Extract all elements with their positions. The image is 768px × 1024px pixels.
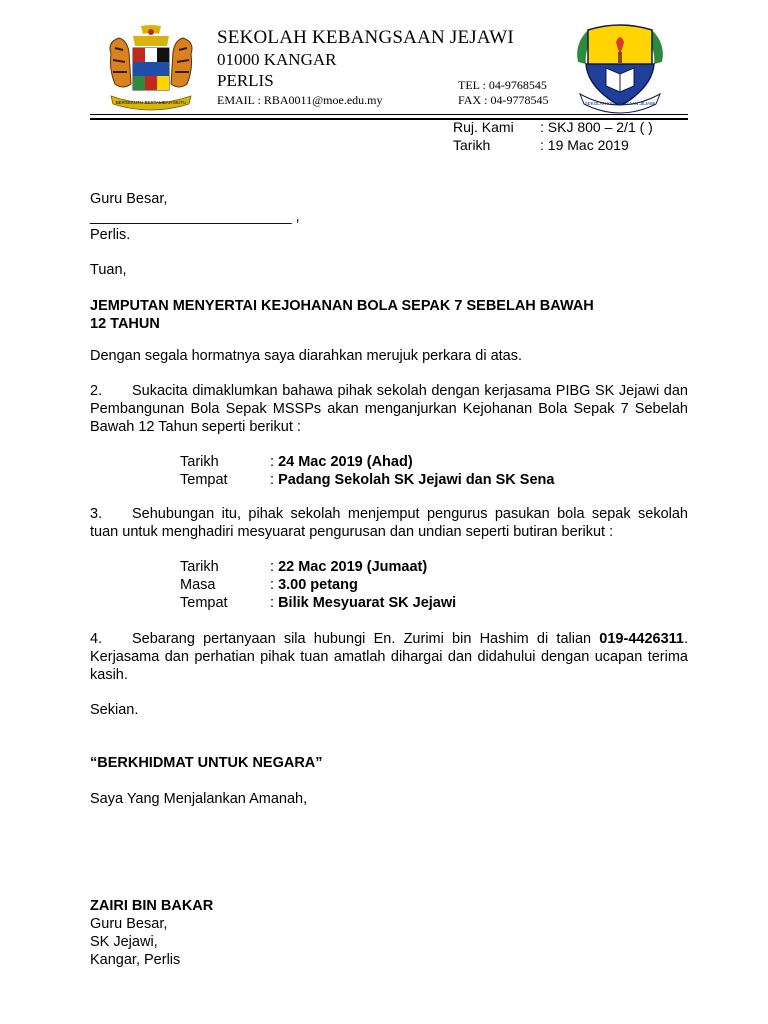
- address-line-2: PERLIS: [217, 71, 274, 90]
- address-line-1: 01000 KANGAR: [217, 50, 337, 69]
- event-date-label: Tarikh: [180, 454, 219, 470]
- paragraph-2-text: Sukacita dimaklumkan bahawa pihak sekolah dengan kerjasama PIBG SK Jejawi dan Pembangunan Bola Sepak MSSPs akan menganjurkan Kejohanan Bola Sepak 7 Sebelah Bawah 12 Tahun seperti berikut :: [90, 383, 688, 435]
- paragraph-3-number: 3.: [90, 506, 103, 522]
- salutation: Tuan,: [90, 262, 127, 278]
- reference-value: : SKJ 800 – 2/1 ( ): [540, 119, 653, 135]
- meeting-venue: : Bilik Mesyuarat SK Jejawi: [270, 595, 457, 611]
- paragraph-4-text-b: . Kerjasama dan perhatian pihak tuan amatlah dihargai dan didahului dengan ucapan terima kasih.: [90, 631, 688, 683]
- signatory-school: SK Jejawi,: [90, 934, 158, 950]
- signatory-position: Guru Besar,: [90, 916, 168, 932]
- letter-date-value: : 19 Mac 2019: [540, 137, 629, 153]
- school-telephone: TEL : 04-9768545: [458, 78, 547, 92]
- reference-label: Ruj. Kami: [453, 119, 514, 135]
- paragraph-3: [90, 505, 688, 541]
- meeting-time: : 3.00 petang: [270, 577, 358, 593]
- closing-motto: “BERKHIDMAT UNTUK NEGARA”: [90, 755, 323, 771]
- paragraph-2: [90, 382, 688, 436]
- signatory-location: Kangar, Perlis: [90, 952, 181, 968]
- event-venue-label: Tempat: [180, 472, 228, 488]
- svg-text:BERSEKUTU BERTAMBAH MUTU: BERSEKUTU BERTAMBAH MUTU: [115, 100, 187, 105]
- contact-phone: 019-4426311: [599, 631, 684, 647]
- intro-paragraph: Dengan segala hormatnya saya diarahkan merujuk perkara di atas.: [90, 348, 523, 364]
- recipient-state: Perlis.: [90, 227, 131, 243]
- svg-text:SEKOLAH KEBANGSAAN JEJAWI: SEKOLAH KEBANGSAAN JEJAWI: [584, 101, 656, 106]
- school-name: SEKOLAH KEBANGSAAN JEJAWI: [217, 27, 514, 48]
- school-email: EMAIL : RBA0011@moe.edu.my: [217, 93, 383, 107]
- paragraph-4: [90, 630, 688, 684]
- school-emblem: [572, 24, 668, 114]
- paragraph-2-number: 2.: [90, 383, 103, 399]
- paragraph-4-text-a: Sebarang pertanyaan sila hubungi En. Zurimi bin Hashim di talian: [132, 631, 592, 647]
- letter-date-label: Tarikh: [453, 137, 491, 153]
- recipient-title: Guru Besar,: [90, 191, 168, 207]
- event-venue: : Padang Sekolah SK Jejawi dan SK Sena: [270, 472, 555, 488]
- perlis-coat-of-arms: [103, 24, 199, 112]
- event-date: : 24 Mac 2019 (Ahad): [270, 454, 413, 470]
- paragraph-4-number: 4.: [90, 631, 103, 647]
- meeting-venue-label: Tempat: [180, 595, 228, 611]
- subject-line-1: JEMPUTAN MENYERTAI KEJOHANAN BOLA SEPAK 7 SEBELAH BAWAH: [90, 298, 594, 314]
- closing-amanah: Saya Yang Menjalankan Amanah,: [90, 791, 308, 807]
- paragraph-3-text: Sehubungan itu, pihak sekolah menjemput pengurus pasukan bola sepak sekolah tuan untuk menghadiri mesyuarat pengurusan dan undian seperti butiran berikut :: [90, 506, 688, 540]
- meeting-date-label: Tarikh: [180, 559, 219, 575]
- closing-sekian: Sekian.: [90, 702, 139, 718]
- subject-line-2: 12 TAHUN: [90, 316, 160, 332]
- header-divider-thin: [90, 114, 688, 115]
- meeting-date: : 22 Mac 2019 (Jumaat): [270, 559, 428, 575]
- recipient-blank-line: _________________________ ,: [90, 209, 300, 225]
- school-fax: FAX : 04-9778545: [458, 93, 549, 107]
- signatory-name: ZAIRI BIN BAKAR: [90, 898, 214, 914]
- meeting-time-label: Masa: [180, 577, 216, 593]
